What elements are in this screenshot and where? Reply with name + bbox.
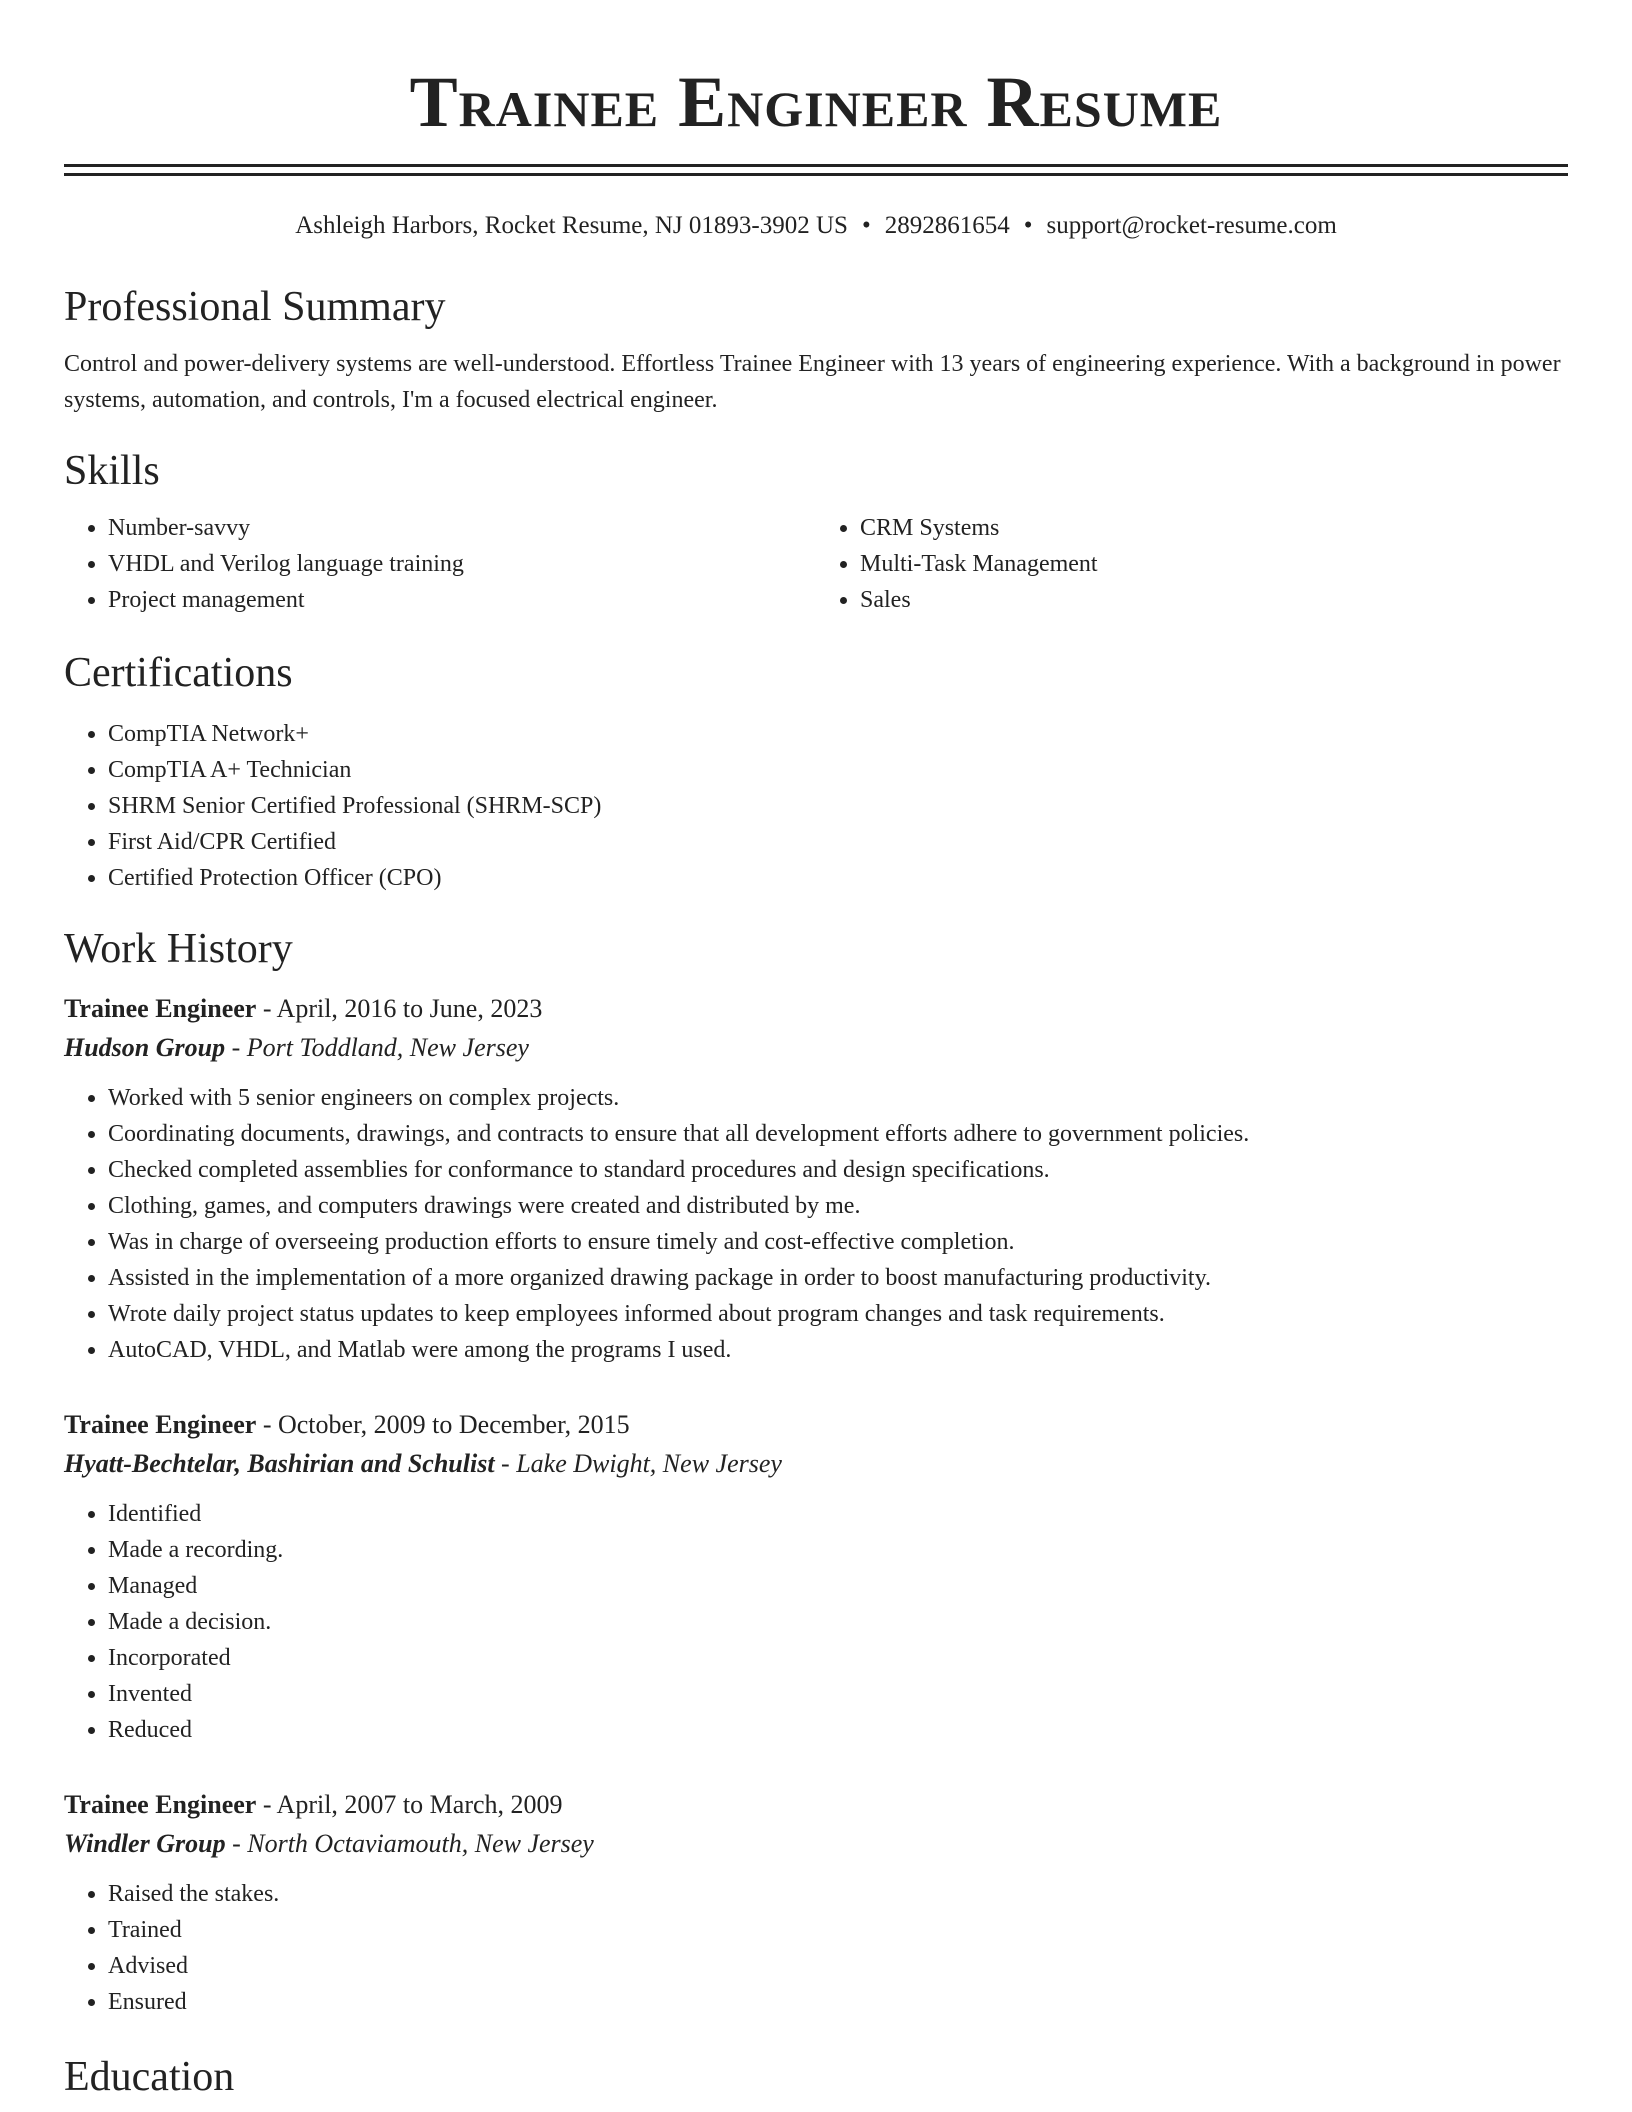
contact-separator: • xyxy=(861,212,871,239)
title-divider-top xyxy=(64,164,1568,167)
job-entry xyxy=(64,1406,1568,1748)
job-location: - Lake Dwight, New Jersey xyxy=(494,1449,782,1478)
job-bullet: • Incorporated xyxy=(108,1640,1568,1676)
skill-item: • Number-savvy xyxy=(108,510,816,546)
summary-heading: Professional Summary xyxy=(64,284,446,330)
job-title: Trainee Engineer xyxy=(64,994,257,1023)
job-bullet: • Identified xyxy=(108,1496,1568,1532)
job-location: - Port Toddland, New Jersey xyxy=(225,1033,529,1062)
job-company: Hudson Group xyxy=(64,1033,226,1062)
job-bullet: • Managed xyxy=(108,1568,1568,1604)
job-bullet: • Worked with 5 senior engineers on complex projects. xyxy=(108,1080,1568,1116)
contact-separator: • xyxy=(1023,212,1033,239)
job-location: - North Octaviamouth, New Jersey xyxy=(225,1829,594,1858)
job-bullet: • Was in charge of overseeing production efforts to ensure timely and cost-effective completion. xyxy=(108,1224,1568,1260)
skills-section xyxy=(64,444,1568,618)
contact-line xyxy=(64,210,1568,242)
job-bullet: • Wrote daily project status updates to keep employees informed about program changes and task requirements. xyxy=(108,1296,1568,1332)
resume-page xyxy=(64,0,1568,2104)
job-title: Trainee Engineer xyxy=(64,1790,257,1819)
certifications-list xyxy=(64,716,1568,896)
skill-item: • Project management xyxy=(108,582,816,618)
contact-email: support@rocket-resume.com xyxy=(1046,212,1337,239)
certification-item: • SHRM Senior Certified Professional (SHRM-SCP) xyxy=(108,788,1568,824)
job-bullet: • Ensured xyxy=(108,1984,1568,2020)
job-dates: - April, 2016 to June, 2023 xyxy=(256,994,543,1023)
certifications-heading: Certifications xyxy=(64,650,293,696)
job-company-line xyxy=(64,1444,1568,1484)
resume-title: Trainee Engineer Resume xyxy=(409,62,1223,142)
job-bullets xyxy=(64,1080,1568,1368)
job-bullet: • AutoCAD, VHDL, and Matlab were among the programs I used. xyxy=(108,1332,1568,1368)
job-bullet: • Checked completed assemblies for conformance to standard procedures and design specifications. xyxy=(108,1152,1568,1188)
skill-item: • VHDL and Verilog language training xyxy=(108,546,816,582)
contact-address: Ashleigh Harbors, Rocket Resume, NJ 01893-3902 US xyxy=(295,212,848,239)
job-dates: - October, 2009 to December, 2015 xyxy=(256,1410,630,1439)
skills-left-list xyxy=(64,510,816,618)
certification-item: • CompTIA A+ Technician xyxy=(108,752,1568,788)
skill-item: • Multi-Task Management xyxy=(860,546,1568,582)
job-company-line xyxy=(64,1028,1568,1068)
job-title-line xyxy=(64,1786,1568,1824)
job-entry xyxy=(64,990,1568,1368)
skills-right-list xyxy=(816,510,1568,618)
job-title: Trainee Engineer xyxy=(64,1410,257,1439)
skill-item: • CRM Systems xyxy=(860,510,1568,546)
education-section xyxy=(64,2050,1568,2104)
skills-columns xyxy=(64,510,1568,618)
summary-text: Control and power-delivery systems are well-understood. Effortless Trainee Engineer with 13 years of engineering experience. With a background in power systems, automation, and controls, I'm a focused electrical engineer. xyxy=(64,351,1561,413)
job-bullet: • Made a decision. xyxy=(108,1604,1568,1640)
job-bullet: • Raised the stakes. xyxy=(108,1876,1568,1912)
contact-phone: 2892861654 xyxy=(884,212,1010,239)
job-company-line xyxy=(64,1824,1568,1864)
job-dates: - April, 2007 to March, 2009 xyxy=(256,1790,563,1819)
certification-item: • CompTIA Network+ xyxy=(108,716,1568,752)
work-history-section xyxy=(64,922,1568,2020)
job-bullet: • Assisted in the implementation of a more organized drawing package in order to boost manufacturing productivity. xyxy=(108,1260,1568,1296)
certification-item: • First Aid/CPR Certified xyxy=(108,824,1568,860)
job-bullet: • Advised xyxy=(108,1948,1568,1984)
job-bullet: • Reduced xyxy=(108,1712,1568,1748)
job-title-line xyxy=(64,1406,1568,1444)
job-bullet: • Clothing, games, and computers drawings were created and distributed by me. xyxy=(108,1188,1568,1224)
job-bullet: • Made a recording. xyxy=(108,1532,1568,1568)
work-history-heading: Work History xyxy=(64,926,293,972)
title-divider-bottom xyxy=(64,173,1568,176)
skill-item: • Sales xyxy=(860,582,1568,618)
job-bullet: • Trained xyxy=(108,1912,1568,1948)
job-entry xyxy=(64,1786,1568,2020)
job-bullets xyxy=(64,1876,1568,2020)
job-company: Windler Group xyxy=(64,1829,226,1858)
certifications-section xyxy=(64,646,1568,896)
job-company: Hyatt-Bechtelar, Bashirian and Schulist xyxy=(64,1449,495,1478)
job-bullet: • Invented xyxy=(108,1676,1568,1712)
certification-item: • Certified Protection Officer (CPO) xyxy=(108,860,1568,896)
job-bullet: • Coordinating documents, drawings, and contracts to ensure that all development efforts adhere to government policies. xyxy=(108,1116,1568,1152)
skills-heading: Skills xyxy=(64,448,160,494)
job-title-line xyxy=(64,990,1568,1028)
education-heading: Education xyxy=(64,2054,235,2100)
summary-section xyxy=(64,280,1568,418)
job-bullets xyxy=(64,1496,1568,1748)
